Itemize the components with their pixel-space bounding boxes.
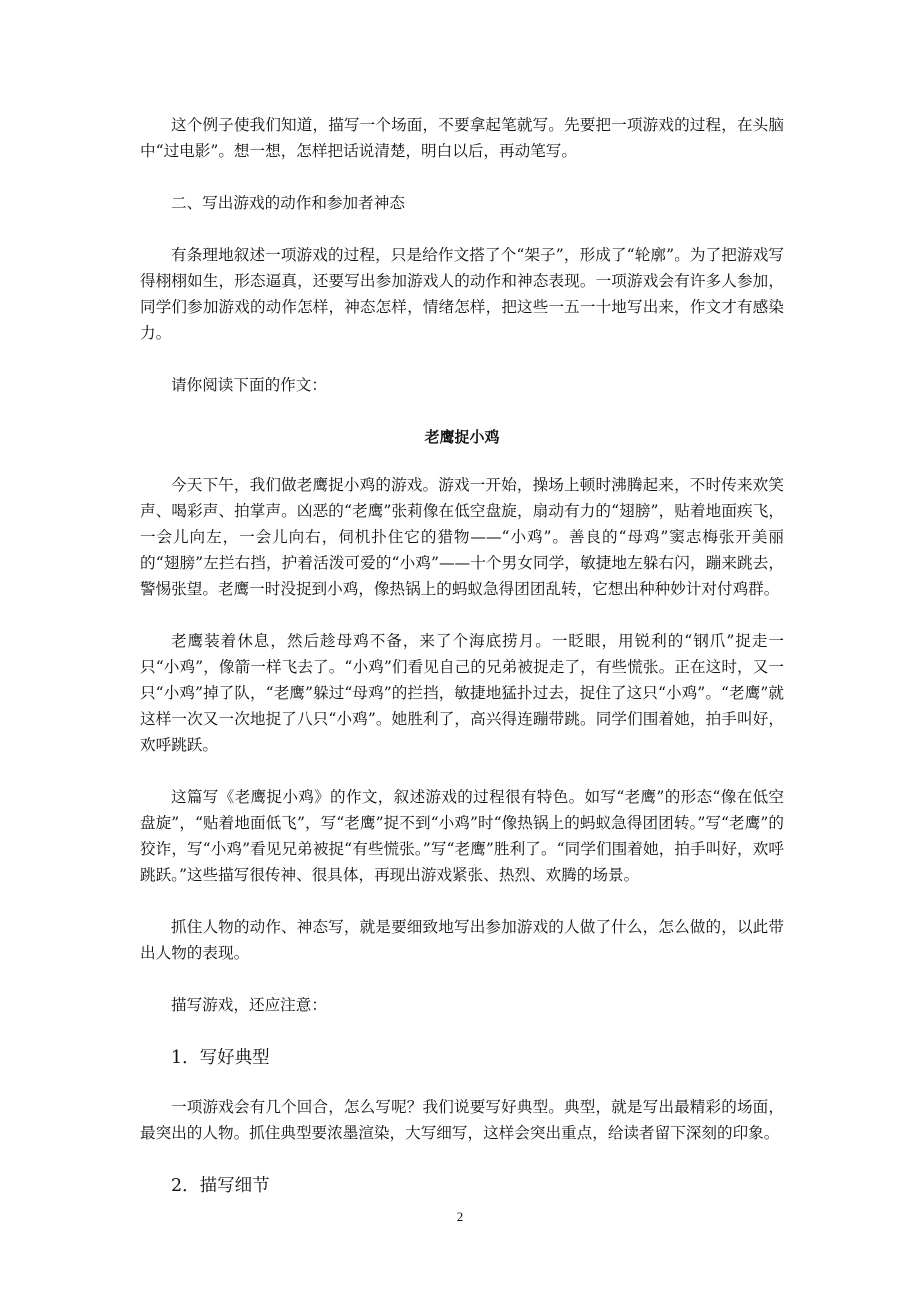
- essay-paragraph-1: 今天下午，我们做老鹰捉小鸡的游戏。游戏一开始，操场上顿时沸腾起来，不时传来欢笑声、喝彩声、拍掌声。凶恶的“老鹰”张莉像在低空盘旋，扇动有力的“翅膀”，贴着地面疾飞，一会儿向左，一会儿向右，伺机扑住它的猎物——“小鸡”。善良的“母鸡”窦志梅张开美丽的“翅膀”左拦右挡，护着活泼可爱的“小鸡”——十个男女同学，敏捷地左躲右闪，蹦来跳去，警惕张望。老鹰一时没捉到小鸡，像热锅上的蚂蚁急得团团乱转，它想出种种妙计对付鸡群。: [140, 476, 784, 598]
- essay-paragraph-2: 老鹰装着休息，然后趁母鸡不备，来了个海底捞月。一眨眼，用锐利的“钢爪”捉走一只“小鸡”，像箭一样飞去了。“小鸡”们看见自己的兄弟被捉走了，有些慌张。正在这时，又一只“小鸡”掉了队，“老鹰”躲过“母鸡”的拦挡，敏捷地猛扑过去，捉住了这只“小鸡”。“老鹰”就这样一次又一次地捉了八只“小鸡”。她胜利了，高兴得连蹦带跳。同学们围着她，拍手叫好，欢呼跳跃。: [140, 632, 784, 754]
- page-number: 2: [456, 1209, 464, 1224]
- subheading-typical: 1．写好典型: [171, 1048, 270, 1068]
- subheading-detail: 2．描写细节: [171, 1176, 270, 1196]
- section-heading: 二、写出游戏的动作和参加者神态: [171, 194, 405, 212]
- paragraph-explanation: 有条理地叙述一项游戏的过程，只是给作文搭了个“架子”，形成了“轮廓”。为了把游戏写得栩栩如生，形态逼真，还要写出参加游戏人的动作和神态表现。一项游戏会有许多人参加，同学们参加游戏的动作怎样，神态怎样，情绪怎样，把这些一五一十地写出来，作文才有感染力。: [140, 246, 784, 342]
- paragraph-note-intro: 描写游戏，还应注意：: [171, 996, 327, 1014]
- paragraph-typical: 一项游戏会有几个回合，怎么写呢？我们说要写好典型。典型，就是写出最精彩的场面，最突出的人物。抓住典型要浓墨渲染，大写细写，这样会突出重点，给读者留下深刻的印象。: [140, 1098, 784, 1142]
- paragraph-prompt: 请你阅读下面的作文：: [171, 376, 327, 394]
- paragraph-intro: 这个例子使我们知道，描写一个场面，不要拿起笔就写。先要把一项游戏的过程，在头脑中“过电影”。想一想，怎样把话说清楚，明白以后，再动笔写。: [140, 116, 784, 160]
- essay-title: 老鹰捉小鸡: [424, 428, 500, 446]
- document-body: [140, 112, 784, 1200]
- paragraph-summary: 抓住人物的动作、神态写，就是要细致地写出参加游戏的人做了什么，怎么做的，以此带出人物的表现。: [140, 918, 784, 962]
- paragraph-analysis: 这篇写《老鹰捉小鸡》的作文，叙述游戏的过程很有特色。如写“老鹰”的形态“像在低空盘旋”，“贴着地面低飞”，写“老鹰”捉不到“小鸡”时“像热锅上的蚂蚁急得团团转。”写“老鹰”的狡诈，写“小鸡”看见兄弟被捉“有些慌张。”写“老鹰”胜利了。“同学们围着她，拍手叫好，欢呼跳跃。”这些描写很传神、很具体，再现出游戏紧张、热烈、欢腾的场景。: [140, 788, 784, 884]
